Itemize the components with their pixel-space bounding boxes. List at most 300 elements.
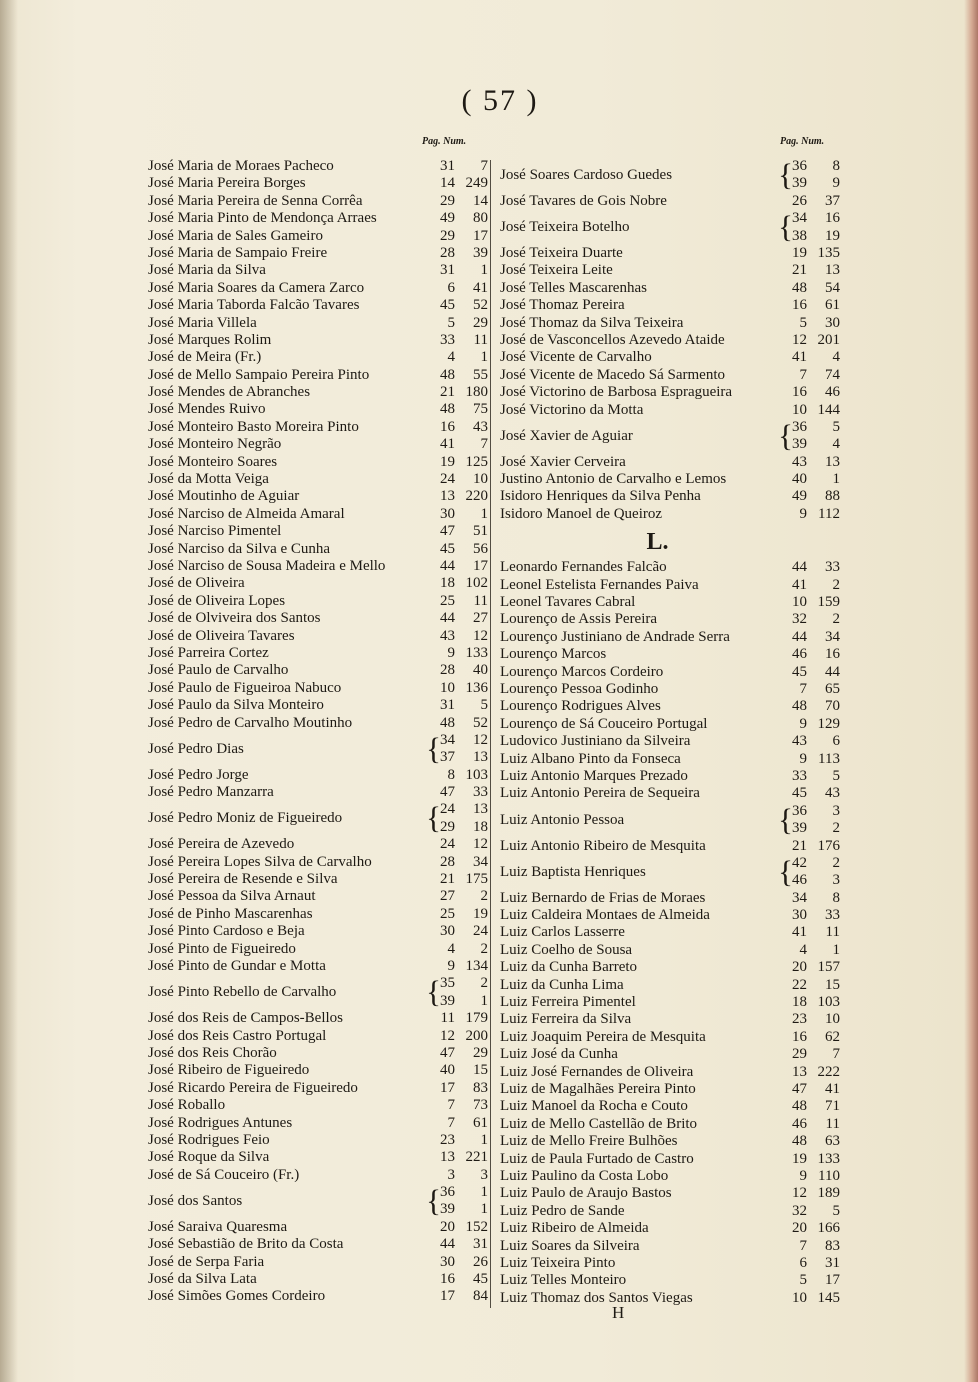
entry-page: 10 xyxy=(792,594,807,611)
index-entry xyxy=(148,523,493,540)
index-entry xyxy=(148,767,493,784)
entry-number: 55 xyxy=(473,366,488,383)
entry-number: 103 xyxy=(465,766,488,783)
entry-page: 20 xyxy=(792,959,807,976)
entry-number: 135 xyxy=(817,244,840,261)
entry-page: 21 xyxy=(440,871,455,888)
entry-number: 157 xyxy=(817,959,840,976)
index-entry xyxy=(500,751,845,768)
entry-name: José Teixeira Botelho xyxy=(500,219,630,236)
entry-page: 45 xyxy=(440,297,455,314)
entry-name: Luiz Ferreira da Silva xyxy=(500,1011,632,1028)
index-entry xyxy=(148,210,493,227)
entry-number: 33 xyxy=(825,907,840,924)
entry-number-second: 3 xyxy=(832,872,840,889)
entry-number: 189 xyxy=(817,1185,840,1202)
entry-name: Lourenço Marcos Cordeiro xyxy=(500,663,664,680)
entry-name: José de Olviveira dos Santos xyxy=(148,610,321,627)
entry-page: 28 xyxy=(440,662,455,679)
brace-icon: { xyxy=(426,1183,441,1219)
index-entry xyxy=(500,1029,845,1046)
index-entry xyxy=(500,488,845,505)
entry-page: 42 xyxy=(792,854,807,871)
entry-number: 8 xyxy=(832,158,840,174)
entry-number: 6 xyxy=(832,733,840,750)
entry-name: Luiz Paulo de Araujo Bastos xyxy=(500,1185,672,1202)
entry-name: Luiz Baptista Henriques xyxy=(500,863,646,880)
entry-number: 83 xyxy=(473,1079,488,1096)
entry-page: 36 xyxy=(792,158,807,174)
entry-number: 26 xyxy=(473,1253,488,1270)
entry-name: José Thomaz da Silva Teixeira xyxy=(500,314,684,331)
entry-number: 3 xyxy=(480,1166,488,1183)
entry-number: 7 xyxy=(832,1046,840,1063)
entry-number: 12 xyxy=(473,836,488,853)
index-entry xyxy=(148,697,493,714)
entry-name: Lourenço de Sá Couceiro Portugal xyxy=(500,715,708,732)
index-entry xyxy=(148,628,493,645)
entry-page: 12 xyxy=(792,331,807,348)
entry-page: 9 xyxy=(799,505,807,522)
entry-number: 8 xyxy=(832,889,840,906)
entry-page: 12 xyxy=(792,1185,807,1202)
entry-name: José Simões Gomes Cordeiro xyxy=(148,1288,326,1305)
index-entry xyxy=(500,890,845,907)
entry-number: 145 xyxy=(817,1289,840,1306)
entry-name: José de Pinho Mascarenhas xyxy=(148,905,313,922)
entry-number: 70 xyxy=(825,698,840,715)
entry-number: 43 xyxy=(473,418,488,435)
entry-number: 2 xyxy=(480,940,488,957)
entry-number: 4 xyxy=(832,349,840,366)
index-entry xyxy=(148,575,493,592)
index-entry xyxy=(148,645,493,662)
entry-name: José dos Reis de Campos-Bellos xyxy=(148,1010,343,1027)
page-number: ( 57 ) xyxy=(461,84,539,117)
entry-number: 11 xyxy=(473,331,488,348)
entry-number: 65 xyxy=(825,680,840,697)
entry-page: 12 xyxy=(440,1027,455,1044)
entry-name: José Rodrigues Antunes xyxy=(148,1114,293,1131)
entry-page: 22 xyxy=(792,976,807,993)
entry-number-second: 9 xyxy=(832,175,840,192)
index-entry xyxy=(500,1220,845,1237)
entry-name: José Monteiro Soares xyxy=(148,453,278,470)
entry-number: 17 xyxy=(473,557,488,574)
entry-number: 29 xyxy=(473,1044,488,1061)
entry-name: Luiz Paulino da Costa Lobo xyxy=(500,1167,669,1184)
entry-page-second: 39 xyxy=(440,992,455,1009)
index-entry xyxy=(500,1168,845,1185)
entry-page: 14 xyxy=(440,175,455,192)
index-entry xyxy=(148,454,493,471)
entry-page: 48 xyxy=(440,366,455,383)
entry-page: 10 xyxy=(792,401,807,418)
entry-page: 7 xyxy=(799,366,807,383)
entry-number: 175 xyxy=(465,871,488,888)
index-entry xyxy=(148,158,493,175)
entry-page: 23 xyxy=(440,1131,455,1148)
index-entry xyxy=(148,888,493,905)
index-entry xyxy=(500,280,845,297)
entry-name: José dos Santos xyxy=(148,1193,243,1210)
entry-page: 19 xyxy=(792,1150,807,1167)
index-entry xyxy=(500,384,845,401)
entry-number: 113 xyxy=(818,750,840,767)
entry-name: José Teixeira Leite xyxy=(500,262,613,279)
entry-name: José Maria Taborda Falcão Tavares xyxy=(148,297,360,314)
index-entry xyxy=(148,854,493,871)
entry-number: 134 xyxy=(465,958,488,974)
entry-number: 11 xyxy=(825,924,840,941)
entry-number: 11 xyxy=(825,1115,840,1132)
index-entry xyxy=(500,629,845,646)
entry-page: 13 xyxy=(792,1063,807,1080)
entry-number: 112 xyxy=(818,505,840,522)
entry-number: 220 xyxy=(465,488,488,505)
index-entry xyxy=(500,158,845,193)
entry-name: José Maria de Sales Gameiro xyxy=(148,227,323,244)
index-entry xyxy=(148,262,493,279)
brace-icon: { xyxy=(778,157,793,192)
entry-name: Luiz de Mello Castellão de Brito xyxy=(500,1115,698,1132)
entry-name: José Pereira Lopes Silva de Carvalho xyxy=(148,853,372,870)
entry-page: 5 xyxy=(799,314,807,331)
entry-page: 13 xyxy=(440,488,455,505)
entry-name: José Mendes Ruivo xyxy=(148,401,266,418)
index-entry xyxy=(500,646,845,663)
entry-number: 41 xyxy=(473,279,488,296)
index-entry xyxy=(500,907,845,924)
entry-name: Ludovico Justiniano da Silveira xyxy=(500,733,691,750)
entry-name: José Vicente de Macedo Sá Sarmento xyxy=(500,366,726,383)
entry-name: José Marques Rolim xyxy=(148,331,272,348)
entry-name: José Pinto Rebello de Carvalho xyxy=(148,984,337,1001)
entry-name: José Pedro Manzarra xyxy=(148,784,274,801)
entry-number: 180 xyxy=(465,384,488,401)
index-entry xyxy=(500,1203,845,1220)
entry-number: 102 xyxy=(465,575,488,592)
entry-number: 12 xyxy=(473,731,488,748)
index-entry xyxy=(148,784,493,801)
index-entry xyxy=(148,471,493,488)
entry-page: 5 xyxy=(447,314,455,331)
entry-name: José Maria de Sampaio Freire xyxy=(148,244,328,261)
entry-page: 9 xyxy=(799,750,807,767)
entry-name: Luiz José da Cunha xyxy=(500,1046,618,1063)
entry-number: 24 xyxy=(473,923,488,940)
index-entry xyxy=(148,401,493,418)
left-index-column xyxy=(148,158,493,1306)
entry-page: 21 xyxy=(440,384,455,401)
entry-page-second: 39 xyxy=(792,820,807,837)
entry-page: 48 xyxy=(440,714,455,731)
entry-number: 46 xyxy=(825,384,840,401)
entry-name: José Pinto de Figueiredo xyxy=(148,940,296,957)
brace-icon: { xyxy=(426,730,441,766)
entry-number: 33 xyxy=(473,784,488,801)
entry-name: Lourenço Marcos xyxy=(500,646,607,663)
entry-number: 15 xyxy=(473,1062,488,1079)
index-entry xyxy=(500,1081,845,1098)
entry-page: 34 xyxy=(792,889,807,906)
entry-number: 56 xyxy=(473,540,488,557)
index-entry xyxy=(148,419,493,436)
index-entry xyxy=(500,716,845,733)
entry-name: Leonel Tavares Cabral xyxy=(500,594,636,611)
entry-name: Luiz de Mello Freire Bulhões xyxy=(500,1133,678,1150)
entry-number: 1 xyxy=(480,505,488,522)
index-entry xyxy=(148,662,493,679)
index-entry xyxy=(148,975,493,1010)
index-entry xyxy=(148,923,493,940)
entry-name: José Monteiro Negrão xyxy=(148,436,282,453)
entry-number: 7 xyxy=(480,436,488,453)
entry-number: 37 xyxy=(825,192,840,209)
index-entry xyxy=(500,1151,845,1168)
entry-name: José Victorino da Motta xyxy=(500,401,644,418)
entry-number: 62 xyxy=(825,1028,840,1045)
entry-page: 21 xyxy=(792,262,807,279)
entry-number: 80 xyxy=(473,210,488,227)
index-entry xyxy=(500,1098,845,1115)
index-entry xyxy=(500,594,845,611)
index-entry xyxy=(148,488,493,505)
entry-number: 84 xyxy=(473,1288,488,1305)
entry-number: 19 xyxy=(473,905,488,922)
index-entry xyxy=(148,1271,493,1288)
entry-number: 125 xyxy=(465,453,488,470)
entry-number: 16 xyxy=(825,210,840,227)
entry-number: 31 xyxy=(473,1236,488,1253)
index-entry xyxy=(148,1062,493,1079)
entry-page-second: 37 xyxy=(440,749,455,766)
entry-page: 44 xyxy=(440,1236,455,1253)
entry-name: José dos Reis Chorão xyxy=(148,1044,277,1061)
entry-page: 46 xyxy=(792,646,807,663)
entry-page: 48 xyxy=(792,698,807,715)
entry-name: José Saraiva Quaresma xyxy=(148,1218,288,1235)
entry-number: 27 xyxy=(473,610,488,627)
entry-name: Luiz José Fernandes de Oliveira xyxy=(500,1063,694,1080)
entry-name: José Pinto Cardoso e Beja xyxy=(148,923,305,940)
entry-page: 9 xyxy=(447,644,455,661)
entry-number: 34 xyxy=(825,628,840,645)
index-entry xyxy=(148,193,493,210)
entry-number: 29 xyxy=(473,314,488,331)
index-entry xyxy=(500,785,845,802)
entry-name: José Teixeira Duarte xyxy=(500,244,623,261)
index-entry xyxy=(148,506,493,523)
entry-number: 110 xyxy=(818,1167,840,1184)
entry-page: 16 xyxy=(440,1271,455,1288)
entry-number-second: 1 xyxy=(480,1201,488,1218)
entry-number: 39 xyxy=(473,244,488,261)
entry-number: 52 xyxy=(473,297,488,314)
entry-name: José de Sá Couceiro (Fr.) xyxy=(148,1166,300,1183)
entry-name: José Maria de Moraes Pacheco xyxy=(148,158,334,174)
entry-number: 2 xyxy=(832,611,840,628)
index-entry xyxy=(148,680,493,697)
entry-page: 3 xyxy=(447,1166,455,1183)
index-entry xyxy=(500,454,845,471)
entry-page: 20 xyxy=(440,1218,455,1235)
entry-name: José Paulo da Silva Monteiro xyxy=(148,697,324,714)
entry-name: José Ribeiro de Figueiredo xyxy=(148,1062,310,1079)
index-entry xyxy=(148,175,493,192)
entry-name: José Narciso de Sousa Madeira e Mello xyxy=(148,557,386,574)
entry-page: 47 xyxy=(792,1081,807,1097)
entry-page: 41 xyxy=(792,924,807,941)
entry-page: 31 xyxy=(440,697,455,714)
entry-number: 54 xyxy=(825,279,840,296)
entry-page: 21 xyxy=(792,837,807,854)
index-entry xyxy=(148,1184,493,1219)
entry-page: 30 xyxy=(792,907,807,924)
index-entry xyxy=(148,315,493,332)
entry-page: 32 xyxy=(792,1202,807,1219)
entry-number: 222 xyxy=(817,1063,840,1080)
index-entry xyxy=(148,1132,493,1149)
entry-page: 6 xyxy=(799,1254,807,1271)
index-entry xyxy=(148,1236,493,1253)
entry-page: 40 xyxy=(792,471,807,488)
entry-number: 52 xyxy=(473,714,488,731)
entry-name: José de Mello Sampaio Pereira Pinto xyxy=(148,366,370,383)
entry-number: 10 xyxy=(825,1011,840,1028)
entry-name: Luiz de Paula Furtado de Castro xyxy=(500,1150,694,1167)
entry-page: 34 xyxy=(792,210,807,227)
right-index-column xyxy=(500,158,845,1307)
entry-number: 103 xyxy=(817,994,840,1011)
entry-page: 49 xyxy=(440,210,455,227)
entry-number: 88 xyxy=(825,488,840,505)
entry-name: José de Oliveira Lopes xyxy=(148,592,286,609)
entry-page: 36 xyxy=(440,1184,455,1201)
entry-name: José Victorino de Barbosa Espragueira xyxy=(500,384,733,401)
entry-page: 16 xyxy=(792,297,807,314)
entry-name: Lourenço Rodrigues Alves xyxy=(500,698,661,715)
index-entry xyxy=(500,855,845,890)
index-entry xyxy=(148,1028,493,1045)
entry-page: 26 xyxy=(792,192,807,209)
entry-page: 25 xyxy=(440,905,455,922)
index-entry xyxy=(148,436,493,453)
index-entry xyxy=(500,262,845,279)
entry-number: 201 xyxy=(817,331,840,348)
index-entry xyxy=(500,1011,845,1028)
entry-name: José Pereira de Resende e Silva xyxy=(148,871,338,888)
entry-page: 9 xyxy=(799,715,807,732)
entry-page: 40 xyxy=(440,1062,455,1079)
entry-page: 44 xyxy=(440,557,455,574)
index-entry xyxy=(148,349,493,366)
entry-page: 6 xyxy=(447,279,455,296)
entry-name: José Moutinho de Aguiar xyxy=(148,488,300,505)
entry-page: 10 xyxy=(440,679,455,696)
entry-number: 5 xyxy=(480,697,488,714)
entry-page: 27 xyxy=(440,888,455,905)
entry-page: 43 xyxy=(792,453,807,470)
entry-page: 18 xyxy=(440,575,455,592)
entry-number: 15 xyxy=(825,976,840,993)
entry-name: José Roballo xyxy=(148,1097,226,1114)
entry-name: Luiz Bernardo de Frias de Moraes xyxy=(500,889,706,906)
entry-name: José Maria Soares da Camera Zarco xyxy=(148,279,365,296)
entry-name: José Pedro Dias xyxy=(148,740,244,757)
index-entry xyxy=(500,838,845,855)
entry-number-second: 18 xyxy=(473,818,488,835)
entry-name: Luiz Thomaz dos Santos Viegas xyxy=(500,1289,693,1306)
entry-page: 16 xyxy=(792,1028,807,1045)
entry-page: 7 xyxy=(447,1114,455,1131)
index-entry xyxy=(500,349,845,366)
entry-page: 28 xyxy=(440,853,455,870)
entry-number: 43 xyxy=(825,785,840,802)
index-entry xyxy=(148,732,493,767)
entry-name: Luiz Coelho de Sousa xyxy=(500,941,633,958)
entry-page: 44 xyxy=(792,628,807,645)
entry-number: 17 xyxy=(473,227,488,244)
entry-number: 249 xyxy=(465,175,488,192)
index-entry xyxy=(500,1185,845,1202)
entry-page: 30 xyxy=(440,923,455,940)
index-entry xyxy=(148,384,493,401)
entry-number: 2 xyxy=(832,854,840,871)
index-entry xyxy=(500,924,845,941)
entry-name: Luiz Ferreira Pimentel xyxy=(500,994,636,1011)
index-entry xyxy=(148,1045,493,1062)
entry-name: José Xavier de Aguiar xyxy=(500,427,633,444)
entry-page: 13 xyxy=(440,1149,455,1166)
entry-name: José Pinto de Gundar e Motta xyxy=(148,958,326,974)
index-entry xyxy=(148,836,493,853)
entry-name: Isidoro Manoel de Queiroz xyxy=(500,505,663,522)
entry-page: 24 xyxy=(440,836,455,853)
entry-name: José Parreira Cortez xyxy=(148,644,269,661)
index-entry xyxy=(500,1046,845,1063)
entry-page: 47 xyxy=(440,784,455,801)
entry-name: José Ricardo Pereira de Figueiredo xyxy=(148,1079,358,1096)
entry-number: 75 xyxy=(473,401,488,418)
entry-page: 45 xyxy=(792,785,807,802)
entry-number: 2 xyxy=(480,888,488,905)
entry-page: 9 xyxy=(799,1167,807,1184)
entry-number-second: 4 xyxy=(832,436,840,453)
index-entry xyxy=(148,1097,493,1114)
index-entry xyxy=(500,506,845,523)
index-entry xyxy=(500,977,845,994)
entry-number: 1 xyxy=(832,471,840,488)
entry-name: José dos Reis Castro Portugal xyxy=(148,1027,327,1044)
entry-number: 73 xyxy=(473,1097,488,1114)
index-entry xyxy=(500,210,845,245)
entry-page: 19 xyxy=(440,453,455,470)
index-entry xyxy=(500,942,845,959)
entry-number: 3 xyxy=(832,802,840,819)
entry-page: 24 xyxy=(440,471,455,488)
entry-name: José Pedro Jorge xyxy=(148,766,249,783)
index-entry xyxy=(500,402,845,419)
entry-page-second: 46 xyxy=(792,872,807,889)
index-entry xyxy=(148,610,493,627)
index-entry xyxy=(148,1010,493,1027)
entry-page: 33 xyxy=(792,767,807,784)
entry-page: 31 xyxy=(440,158,455,174)
entry-page: 34 xyxy=(440,731,455,748)
entry-number: 45 xyxy=(473,1271,488,1288)
index-entry xyxy=(500,698,845,715)
